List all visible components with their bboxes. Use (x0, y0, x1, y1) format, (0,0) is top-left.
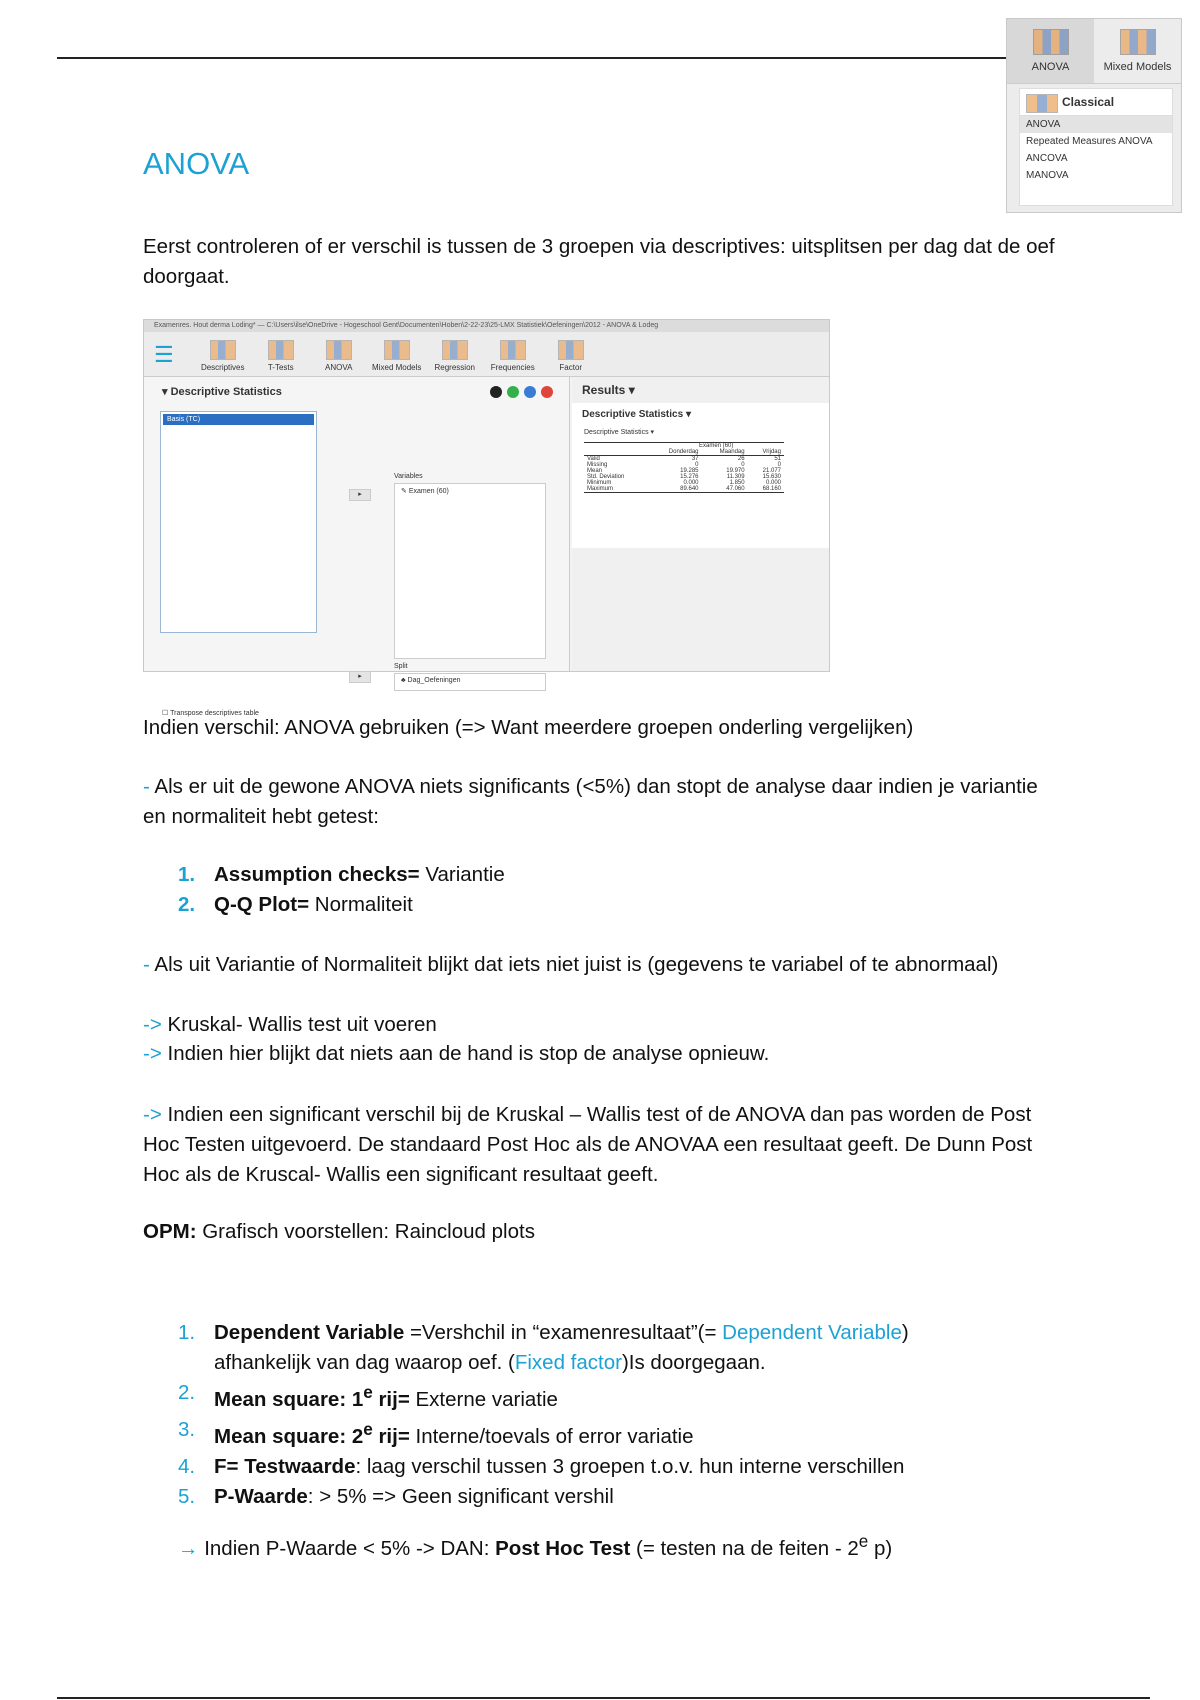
close-icon[interactable] (541, 386, 553, 398)
arrow-right-icon: → (178, 1536, 199, 1560)
table-header: Maandag (702, 449, 748, 456)
paragraph-post-hoc-test: → Indien P-Waarde < 5% -> DAN: Post Hoc Test (= testen na de feiten - 2e p) (178, 1532, 893, 1560)
table-row: Missing 0 0 0 (587, 462, 781, 468)
ribbon-mixed-models[interactable]: Mixed Models (368, 340, 426, 376)
descriptives-icon (210, 340, 236, 360)
variables-label: Variables (394, 473, 423, 480)
split-var-icon: ♣ (401, 677, 408, 684)
transpose-checkbox[interactable]: ☐ Transpose descriptives table (162, 710, 259, 717)
ribbon-t-tests[interactable]: T-Tests (252, 340, 310, 376)
intro-paragraph: Eerst controleren of er verschil is tussen de 3 groepen via descriptives: uitsplitsen per dag dat de oef doorgaat. (143, 235, 1055, 288)
variables-box[interactable]: ✎ Examen (60) (394, 483, 546, 659)
list-item: 2. Q-Q Plot= Normaliteit (178, 893, 413, 916)
list-item: 3. Mean square: 2e rij= Interne/toevals of error variatie (178, 1417, 694, 1448)
table-header: Donderdag (648, 449, 701, 456)
mixed-models-icon (384, 340, 410, 360)
jasp-descriptives-screenshot (143, 319, 830, 717)
anova-icon (1033, 29, 1069, 55)
page-title: ANOVA (143, 146, 250, 181)
window-title: Examenres. Hout derma Loding* — C:\Users\ilse\OneDrive - Hogeschool Gent\Documenten\Hoben\2-22-23\25-LMX Statistiek\Oefeningen\2012 - ANOVA & Lodeg (144, 320, 829, 332)
anova-tab[interactable]: ANOVA (1007, 19, 1094, 83)
paragraph-als-variantie: - Als uit Variantie of Normaliteit blijkt dat iets niet juist is (gegevens te variabel of te abnormaal) (143, 953, 999, 976)
ribbon-anova[interactable]: ANOVA (310, 340, 368, 376)
paragraph-opm: OPM: Grafisch voorstellen: Raincloud plots (143, 1220, 535, 1243)
table-row: Minimum 0.000 1.850 0.000 (587, 480, 781, 486)
list-item: 5. P-Waarde: > 5% => Geen significant vershil (178, 1484, 614, 1508)
top-rule (57, 57, 1150, 59)
classical-icon (1026, 94, 1058, 113)
results-panel (572, 377, 829, 671)
ribbon (144, 332, 829, 377)
split-label: Split (394, 663, 408, 670)
results-table-title[interactable]: Descriptive Statistics ▾ (572, 428, 829, 436)
edit-icon[interactable] (524, 386, 536, 398)
table-row: Valid 37 26 51 (587, 456, 781, 462)
paragraph-kruskal: -> Kruskal- Wallis test uit voeren (143, 1013, 437, 1036)
analysis-title[interactable]: ▾ Descriptive Statistics (162, 386, 282, 398)
list-item: 1. Assumption checks= Variantie (178, 863, 505, 886)
menu-item-anova[interactable]: ANOVA (1020, 116, 1172, 133)
ribbon-factor[interactable]: Factor (542, 340, 600, 376)
move-to-variables-button[interactable]: ▸ (349, 489, 371, 501)
t-tests-icon (268, 340, 294, 360)
variable-list[interactable] (160, 411, 317, 633)
factor-icon (558, 340, 584, 360)
split-box[interactable]: ♣ Dag_Oefeningen (394, 673, 546, 691)
menu-item-manova[interactable]: MANOVA (1026, 170, 1069, 181)
list-item[interactable]: Basis (TC) (163, 414, 314, 425)
menu-item-repeated-measures[interactable]: Repeated Measures ANOVA (1026, 136, 1153, 147)
mixed-models-tab[interactable]: Mixed Models (1094, 19, 1181, 83)
regression-icon (442, 340, 468, 360)
list-item: 1. Dependent Variable =Vershchil in “examenresultaat”(= Dependent Variable) afhankelijk van dag waarop oef. (Fixed factor)Is doorgegaan. (178, 1321, 909, 1374)
results-title[interactable]: Results ▾ (582, 383, 635, 397)
ribbon-descriptives[interactable]: Descriptives (194, 340, 252, 376)
paragraph-indien-verschil: Indien verschil: ANOVA gebruiken (=> Want meerdere groepen onderling vergelijken) (143, 716, 914, 739)
ribbon-regression[interactable]: Regression (426, 340, 484, 376)
menu-icon[interactable]: ☰ (154, 342, 174, 367)
analysis-panel (144, 377, 570, 717)
ribbon-frequencies[interactable]: Frequencies (484, 340, 542, 376)
anova-icon (326, 340, 352, 360)
jasp-anova-menu-screenshot (1006, 18, 1182, 213)
bottom-rule (57, 1697, 1150, 1699)
descriptives-table (584, 442, 784, 493)
classical-section: Classical (1020, 89, 1172, 116)
mixed-models-icon (1120, 29, 1156, 55)
results-section[interactable]: Descriptive Statistics ▾ (572, 403, 829, 428)
menu-item-ancova[interactable]: ANCOVA (1026, 153, 1068, 164)
pencil-icon: ✎ (401, 488, 409, 495)
paragraph-indien-stop: -> Indien hier blijkt dat niets aan de hand is stop de analyse opnieuw. (143, 1042, 770, 1065)
table-row: Maximum 89.640 47.060 68.160 (584, 486, 784, 493)
paragraph-post-hoc: -> Indien een significant verschil bij de Kruskal – Wallis test of de ANOVA dan pas worden de Post Hoc Testen uitgevoerd. De standaard Post Hoc als de ANOVAA een resultaat geeft. De Dunn Post Hoc als de Kruscal- Wallis een significant resultaat geeft. (143, 1103, 1033, 1186)
table-group-header: Examen (60) (648, 443, 784, 450)
table-row: Mean 19.285 19.970 21.077 (587, 468, 781, 474)
table-row: Std. Deviation 15.276 11.309 15.630 (587, 474, 781, 480)
list-item: 2. Mean square: 1e rij= Externe variatie (178, 1381, 558, 1411)
table-header: Vrijdag (748, 449, 784, 456)
paragraph-als-anova: - Als er uit de gewone ANOVA niets significants (<5%) dan stopt de analyse daar indien je variantie en normaliteit hebt getest: (143, 775, 1038, 828)
checks-list (178, 860, 974, 920)
move-to-split-button[interactable]: ▸ (349, 671, 371, 683)
frequencies-icon (500, 340, 526, 360)
list-item: 4. F= Testwaarde: laag verschil tussen 3 groepen t.o.v. hun interne verschillen (178, 1454, 905, 1478)
duplicate-icon[interactable] (507, 386, 519, 398)
info-icon[interactable] (490, 386, 502, 398)
output-list (178, 1318, 974, 1512)
